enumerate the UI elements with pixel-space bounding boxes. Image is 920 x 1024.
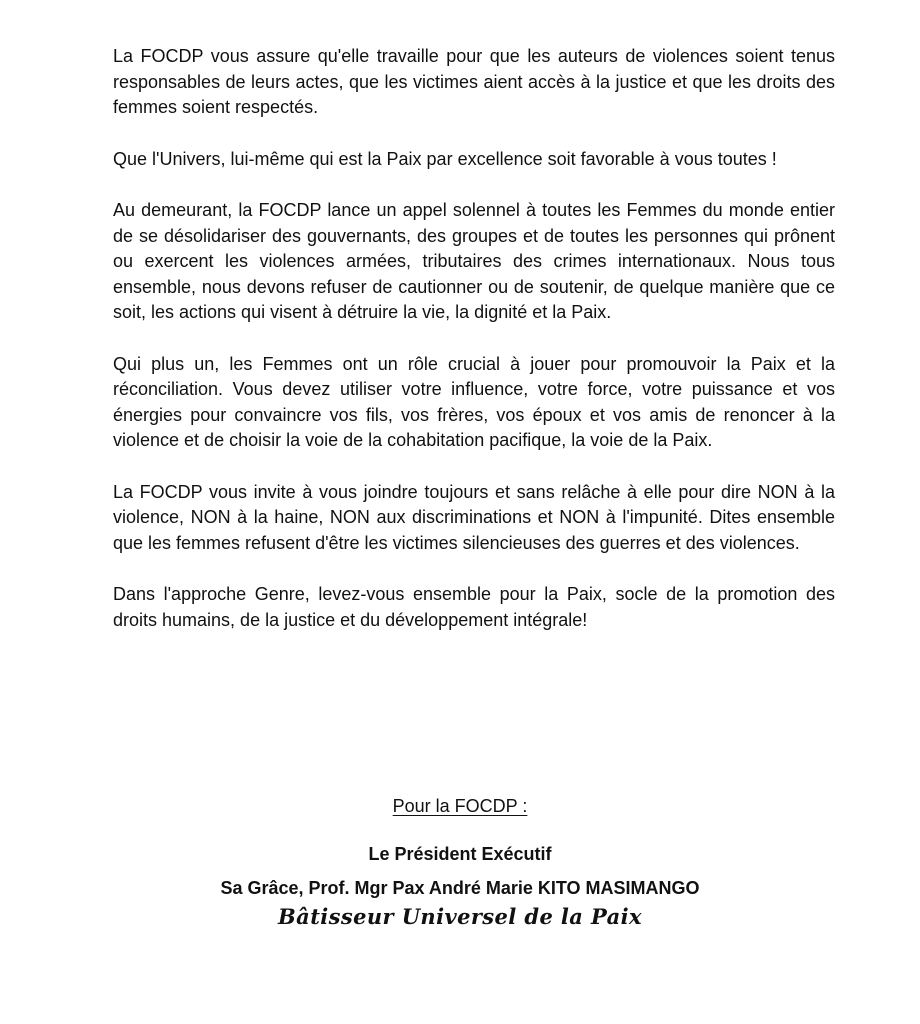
signature-intro: Pour la FOCDP : xyxy=(392,796,528,816)
paragraph-gender-approach: Dans l'approche Genre, levez-vous ensemble pour la Paix, socle de la promotion des droits humains, de la justice et du développement intégrale! xyxy=(113,584,835,630)
letter-body xyxy=(113,44,835,659)
paragraph-solemn-appeal: Au demeurant, la FOCDP lance un appel solennel à toutes les Femmes du monde entier de se désolidariser des gouvernants, des groupes et de toutes les personnes qui prônent ou exercent les violences armées, tributaires des crimes internationaux. Nous tous ensemble, nous devons refuser de cautionner ou de soutenir, de quelque manière que ce soit, les actions qui visent à détruire la vie, la dignité et la Paix. xyxy=(113,200,835,322)
paragraph-accountability: La FOCDP vous assure qu'elle travaille pour que les auteurs de violences soient tenus responsables de leurs actes, que les victimes aient accès à la justice et que les droits des femmes soient respectés. xyxy=(113,46,835,117)
signatory-name: Sa Grâce, Prof. Mgr Pax André Marie KITO MASIMANGO xyxy=(220,878,700,898)
signatory-title: Le Président Exécutif xyxy=(368,844,552,864)
paragraph-invitation: La FOCDP vous invite à vous joindre toujours et sans relâche à elle pour dire NON à la violence, NON à la haine, NON aux discriminations et NON à l'impunité. Dites ensemble que les femmes refusent d'être les victimes silencieuses des guerres et des violences. xyxy=(113,481,835,553)
paragraph-women-role: Qui plus un, les Femmes ont un rôle crucial à jouer pour promouvoir la Paix et la réconciliation. Vous devez utiliser votre influence, votre force, votre puissance et vos énergies pour convaincre vos fils, vos frères, vos époux et vos amis de renoncer à la violence et de choisir la voie de la cohabitation pacifique, la voie de la Paix. xyxy=(113,353,835,450)
paragraph-blessing: Que l'Univers, lui-même qui est la Paix par excellence soit favorable à vous toutes ! xyxy=(113,148,777,169)
signature-block xyxy=(0,794,920,932)
signatory-motto: Bâtisseur Universel de la Paix xyxy=(278,904,642,929)
